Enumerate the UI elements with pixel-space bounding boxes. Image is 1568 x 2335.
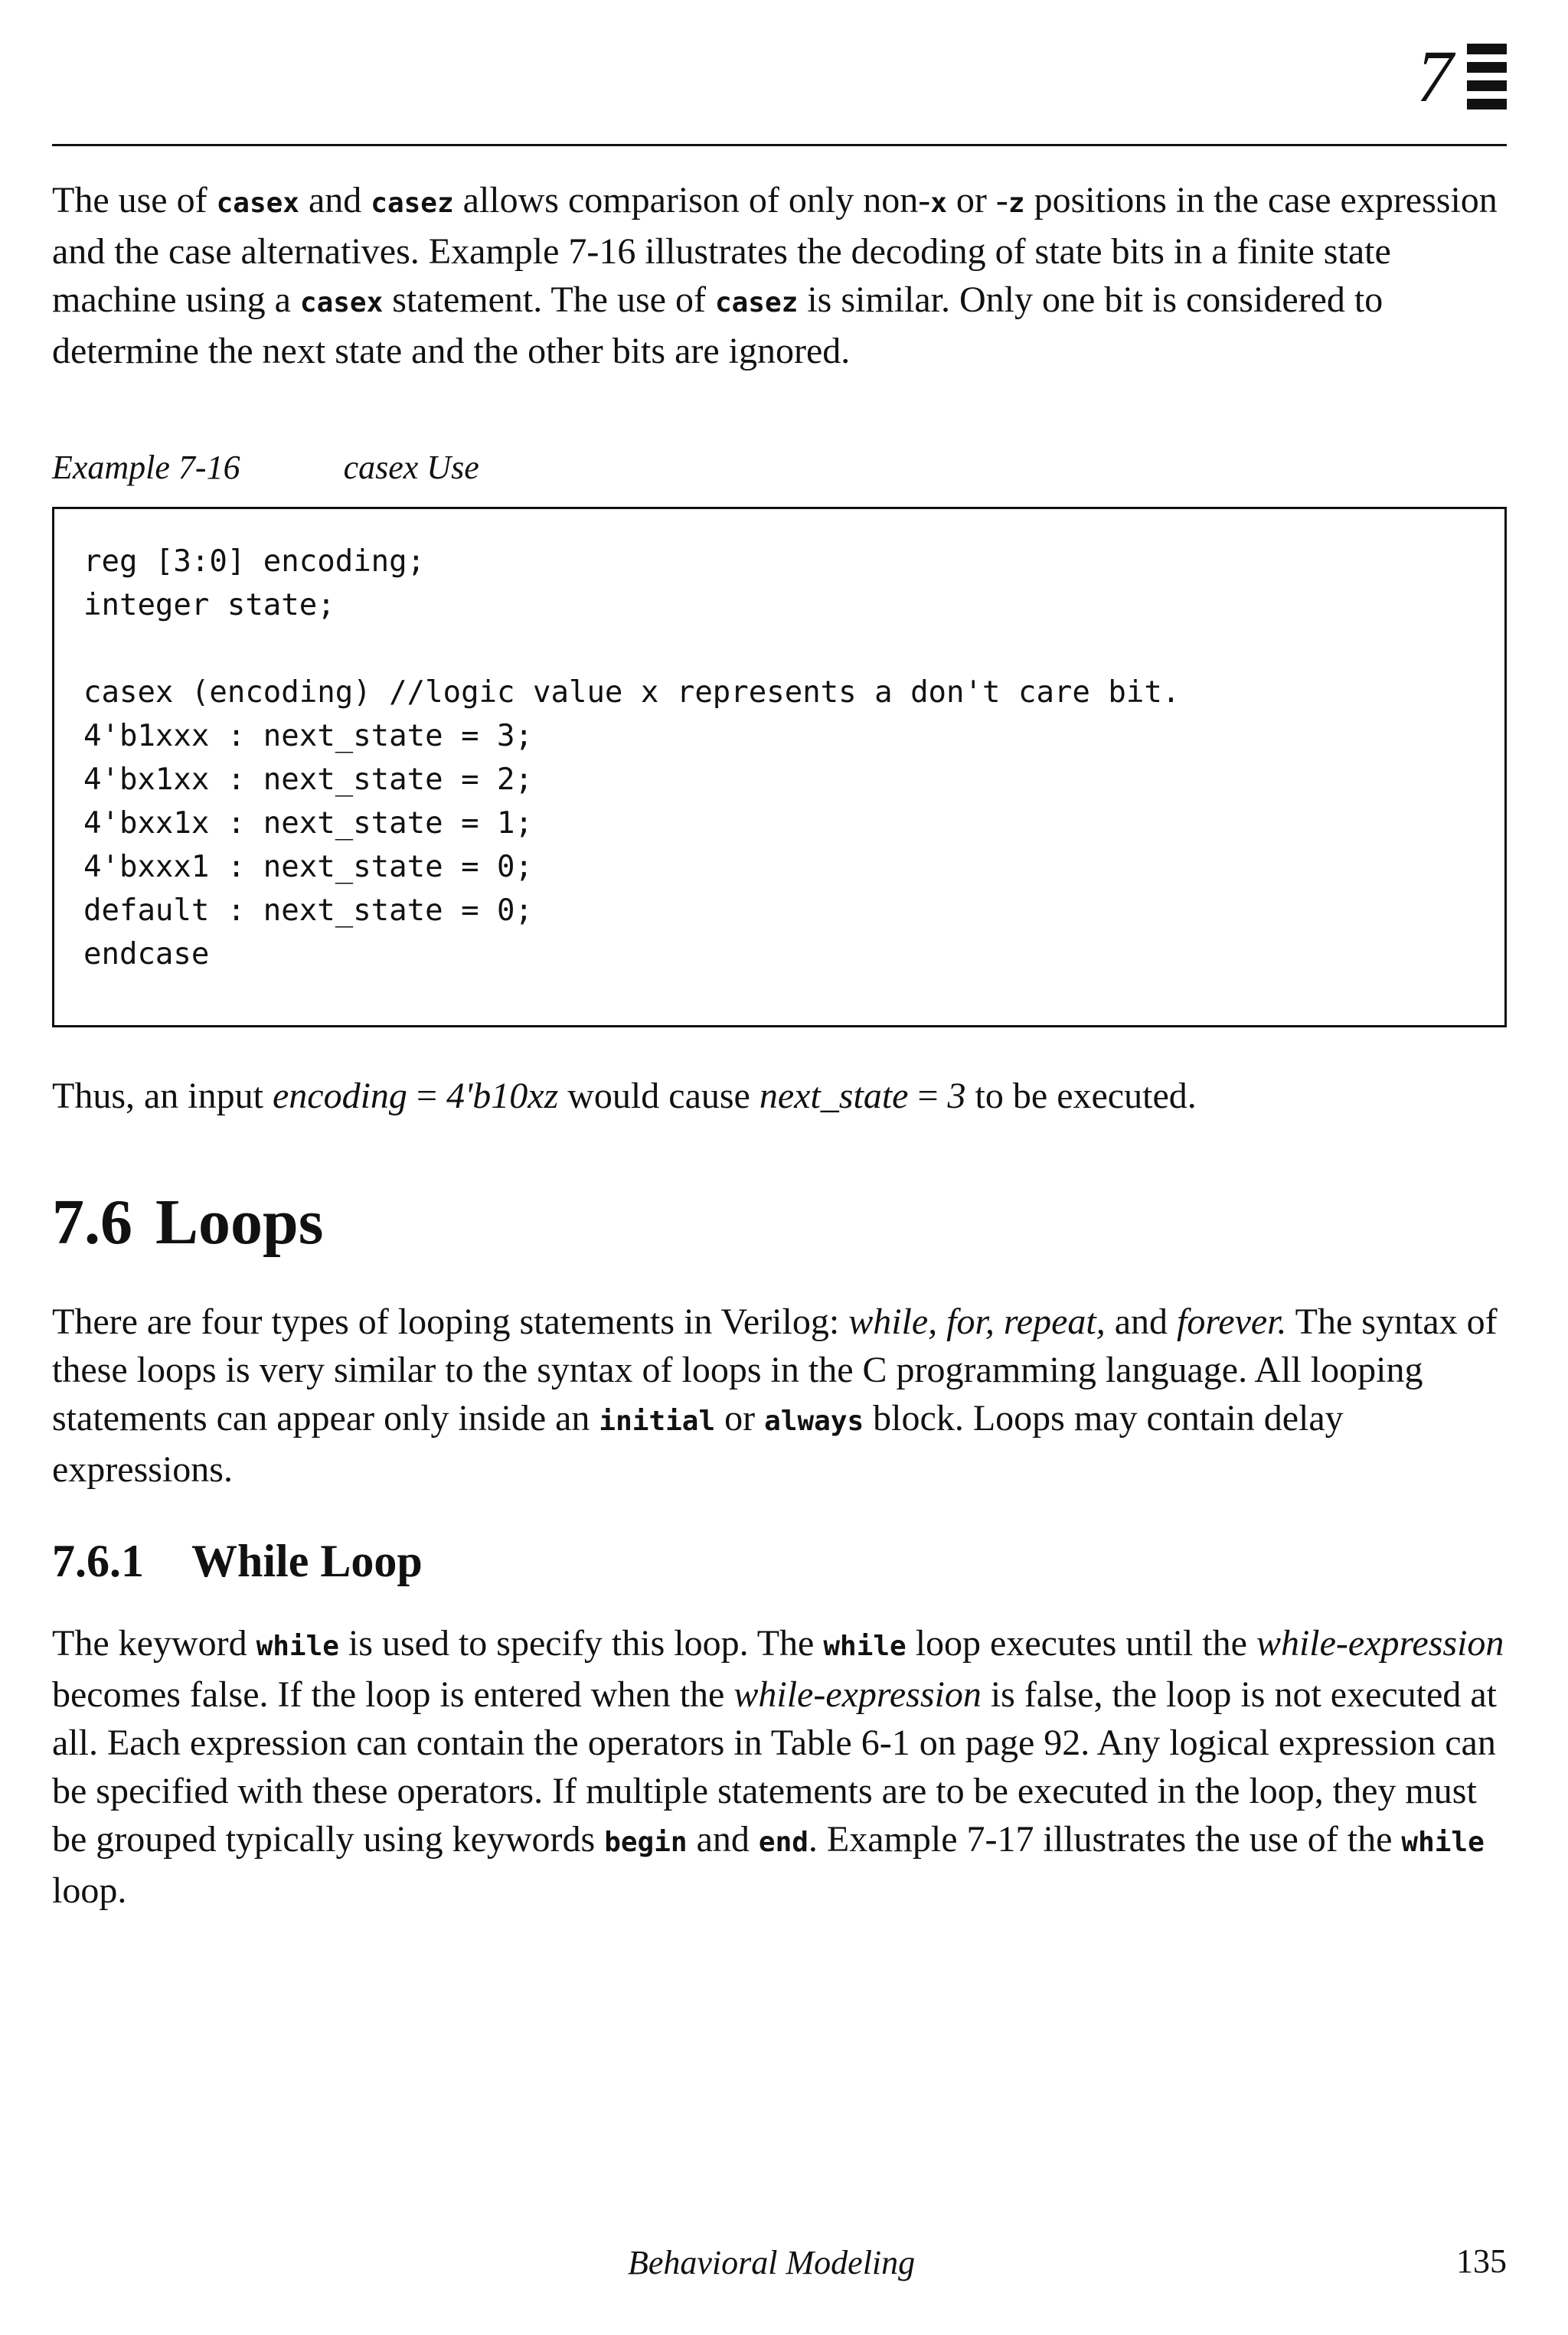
intro-paragraph: The use of casex and casez allows comparison of only non-x or -z positions in the case expression and the case alternatives. Example 7-16 illustrates the decoding of state bits in a finite state machine using a casex statement. The use of casez is similar. Only one bit is considered to determine the next state and the other bits are ignored. xyxy=(52,180,1498,371)
while-paragraph: The keyword while is used to specify this loop. The while loop executes until the while-expression becomes false. If the loop is entered when the while-expression is false, the loop is not executed at all. Each expression can contain the operators in Table 6-1 on page 92. Any logical expression can be specified with these operators. If multiple statements are to be executed in the loop, they must be grouped typically using keywords begin and end. Example 7-17 illustrates the use of the while loop. xyxy=(52,1623,1504,1911)
thus-paragraph: Thus, an input encoding = 4'b10xz would cause next_state = 3 to be executed. xyxy=(52,1076,1197,1116)
code-listing xyxy=(83,540,1180,976)
chapter-bars-decoration xyxy=(1467,44,1507,109)
code-line: default : next_state = 0; xyxy=(83,893,533,928)
example-label: Example 7-16 xyxy=(52,449,240,486)
example-title: casex Use xyxy=(343,449,479,486)
code-line: reg [3:0] encoding; xyxy=(83,544,426,579)
chapter-marker xyxy=(1416,35,1507,117)
subsection-heading: 7.6.1 While Loop xyxy=(52,1536,423,1586)
footer-chapter-title: Behavioral Modeling xyxy=(628,2244,916,2281)
code-line: 4'bx1xx : next_state = 2; xyxy=(83,763,533,797)
header-rule xyxy=(52,144,1507,146)
code-line: integer state; xyxy=(83,588,335,622)
code-line: 4'bxxx1 : next_state = 0; xyxy=(83,850,533,884)
code-line: endcase xyxy=(83,937,210,972)
example-caption xyxy=(52,448,479,487)
code-listing-box xyxy=(52,507,1507,1027)
code-line: 4'bxx1x : next_state = 1; xyxy=(83,806,533,841)
page-number: 135 xyxy=(1456,2242,1507,2280)
loops-paragraph: There are four types of looping statements in Verilog: while, for, repeat, and forever. The syntax of these loops is very similar to the syntax of loops in the C programming language. All looping statements can appear only inside an initial or always block. Loops may contain delay expressions. xyxy=(52,1301,1498,1490)
section-heading: 7.6 Loops xyxy=(52,1187,324,1258)
code-line: casex (encoding) //logic value x represents a don't care bit. xyxy=(83,675,1181,710)
chapter-number: 7 xyxy=(1416,35,1453,117)
code-line: 4'b1xxx : next_state = 3; xyxy=(83,719,533,753)
